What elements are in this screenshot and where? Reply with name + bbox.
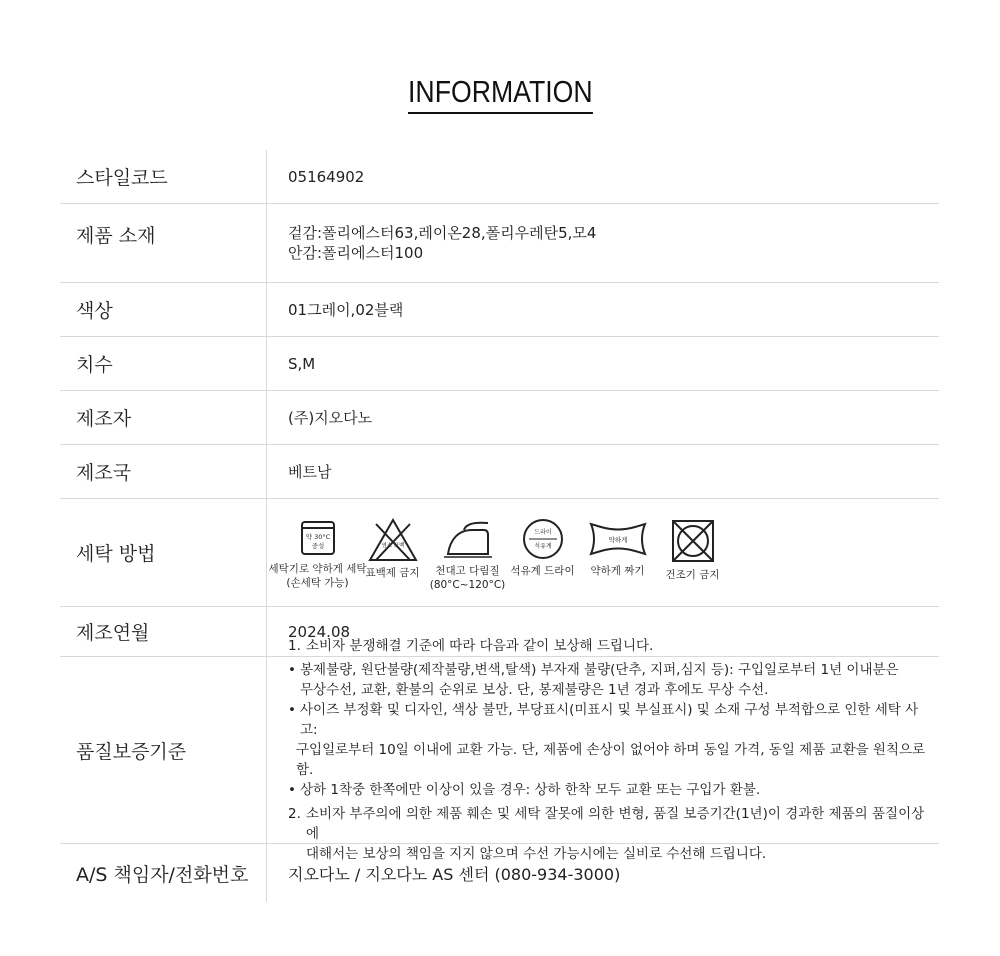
row-value: (주)지오다노 bbox=[288, 409, 373, 427]
care-label bbox=[430, 564, 506, 592]
row-value: 베트남 bbox=[288, 463, 332, 481]
row-value bbox=[288, 638, 929, 862]
care-label bbox=[365, 566, 419, 580]
row-washing bbox=[60, 499, 939, 607]
bleach-text: 염소 표백 bbox=[380, 542, 405, 549]
row-size bbox=[60, 337, 939, 391]
row-label: 치수 bbox=[76, 354, 113, 376]
row-material bbox=[60, 204, 939, 283]
care-label bbox=[510, 564, 574, 578]
item-text: 대해서는 보상의 책임을 지지 않으며 수선 가능시에는 실비로 수선해 드립니다. bbox=[306, 846, 767, 862]
wring-text: 약하게 bbox=[608, 535, 627, 544]
quality-item-1 bbox=[288, 636, 653, 656]
column-divider bbox=[266, 844, 267, 902]
quality-bullet bbox=[288, 780, 760, 800]
quality-bullet bbox=[288, 700, 929, 780]
column-divider bbox=[266, 150, 267, 203]
row-style-code bbox=[60, 150, 939, 204]
care-item bbox=[430, 518, 505, 592]
care-label bbox=[665, 568, 719, 582]
row-label: 스타일코드 bbox=[76, 167, 168, 189]
dry-text: 드라이 bbox=[533, 528, 552, 536]
bullet-line: • 상하 1착중 한쪽에만 이상이 있을 경우: 상하 한착 모두 교환 또는 구입가 환불. bbox=[300, 782, 761, 798]
column-divider bbox=[266, 499, 267, 606]
iron-icon bbox=[442, 518, 494, 560]
care-label-line: 세탁기로 약하게 세탁 bbox=[268, 562, 367, 575]
care-item bbox=[355, 518, 430, 580]
care-label-line: (손세탁 가능) bbox=[286, 576, 349, 589]
care-icons bbox=[268, 518, 730, 592]
material-outer: 겉감:폴리에스터63,레이온28,폴리우레탄5,모4 bbox=[288, 224, 597, 242]
quality-bullet bbox=[288, 660, 899, 700]
item-text: 소비자 분쟁해결 기준에 따라 다음과 같이 보상해 드립니다. bbox=[306, 638, 654, 654]
material-lining: 안감:폴리에스터100 bbox=[288, 244, 424, 262]
column-divider bbox=[266, 337, 267, 390]
column-divider bbox=[266, 391, 267, 444]
care-label-line: 표백제 금지 bbox=[365, 566, 420, 579]
care-label-line: 석유계 드라이 bbox=[510, 564, 575, 577]
column-divider bbox=[266, 607, 267, 656]
bullet-line: 구입일로부터 10일 이내에 교환 가능. 단, 제품에 손상이 없어야 하며 동일 가격, 동일 제품 교환을 원칙으로 함. bbox=[296, 742, 926, 778]
row-label: 세탁 방법 bbox=[76, 543, 156, 565]
column-divider bbox=[266, 204, 267, 282]
care-label-line: 천대고 다림질 bbox=[435, 564, 500, 577]
row-label: 품질보증기준 bbox=[76, 740, 187, 763]
row-label: 색상 bbox=[76, 300, 113, 322]
item-number: 1. bbox=[288, 638, 301, 654]
care-label bbox=[269, 562, 367, 590]
row-label: 제품 소재 bbox=[76, 225, 156, 247]
care-label bbox=[590, 564, 644, 578]
care-label-line: 건조기 금지 bbox=[665, 568, 720, 581]
care-item bbox=[655, 518, 730, 582]
bullet-line: • 사이즈 부정확 및 디자인, 색상 불만, 부당표시(미표시 및 부실표시) 및 소재 구성 부적합으로 인한 세탁 사고: bbox=[300, 702, 919, 738]
care-label-line: (80°C~120°C) bbox=[429, 578, 506, 591]
dry-clean-icon bbox=[521, 518, 565, 560]
wring-gently-icon bbox=[587, 518, 649, 560]
row-label: 제조자 bbox=[76, 408, 132, 430]
machine-wash-icon bbox=[298, 518, 338, 558]
row-color bbox=[60, 283, 939, 337]
petroleum-text: 석유계 bbox=[533, 542, 552, 550]
column-divider bbox=[266, 445, 267, 498]
row-quality bbox=[60, 638, 939, 862]
page-title bbox=[0, 74, 1000, 114]
column-divider bbox=[266, 283, 267, 336]
item-number: 2. bbox=[288, 806, 301, 822]
care-item bbox=[505, 518, 580, 578]
no-tumble-dry-icon bbox=[670, 518, 716, 564]
column-divider bbox=[266, 657, 267, 843]
row-label: 제조국 bbox=[76, 462, 132, 484]
care-label-line: 약하게 짜기 bbox=[590, 564, 645, 577]
row-value bbox=[288, 204, 929, 282]
no-bleach-icon bbox=[368, 518, 418, 562]
information-table bbox=[60, 150, 939, 902]
item-text: 소비자 부주의에 의한 제품 훼손 및 세탁 잘못에 의한 변형, 품질 보증기간(1년)이 경과한 제품의 품질이상에 bbox=[306, 806, 925, 842]
row-value: 05164902 bbox=[288, 167, 365, 186]
care-item bbox=[268, 518, 367, 590]
row-country bbox=[60, 445, 939, 499]
page-title-text: INFORMATION bbox=[408, 74, 593, 114]
row-label: 제조연월 bbox=[76, 622, 150, 644]
row-value bbox=[268, 499, 929, 606]
row-value: S,M bbox=[288, 354, 316, 373]
bullet-line: 무상수선, 교환, 환불의 순위로 보상. 단, 봉제불량은 1년 경과 후에도 무상 수선. bbox=[300, 682, 769, 698]
row-value: 2024.08 bbox=[288, 622, 351, 641]
wash-detergent-text: 중성 bbox=[311, 541, 324, 550]
care-item bbox=[580, 518, 655, 578]
row-value: 01그레이,02블랙 bbox=[288, 301, 404, 319]
row-label: A/S 책임자/전화번호 bbox=[76, 863, 249, 886]
row-value: 지오다노 / 지오다노 AS 센터 (080-934-3000) bbox=[288, 864, 621, 884]
wash-temp-text: 약 30°C bbox=[305, 532, 330, 541]
row-as bbox=[60, 844, 939, 902]
bullet-line: • 봉제불량, 원단불량(제작불량,변색,탈색) 부자재 불량(단추, 지퍼,심지 등): 구입일로부터 1년 이내분은 bbox=[300, 662, 899, 678]
row-maker bbox=[60, 391, 939, 445]
